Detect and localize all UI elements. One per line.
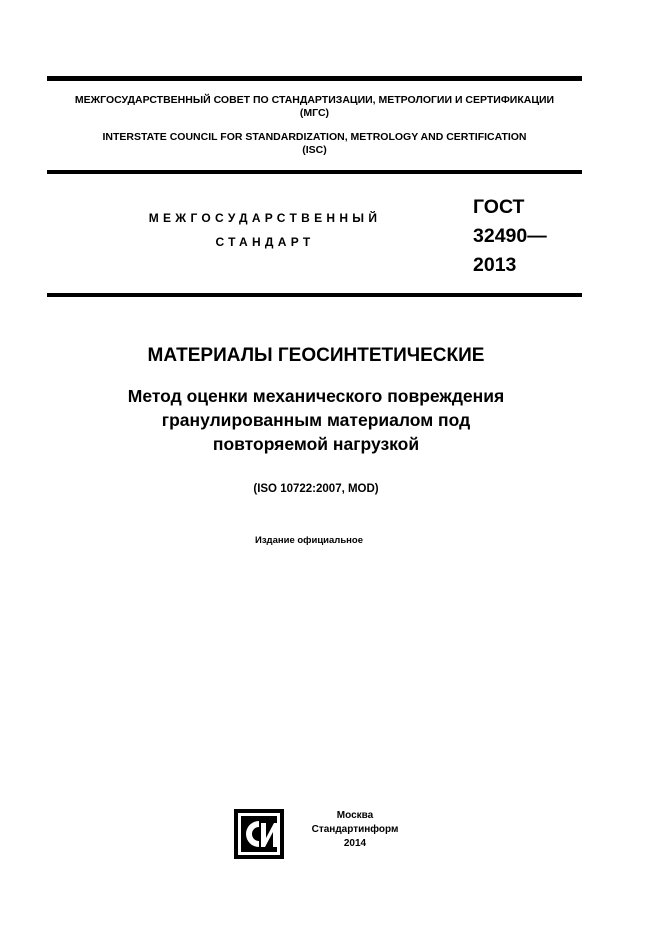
subtitle-line1: Метод оценки механического повреждения: [127, 386, 505, 406]
edition-note: Издание официальное: [255, 535, 363, 546]
subtitle-line3: повторяемой нагрузкой: [212, 434, 420, 454]
gost-number: 32490—: [473, 225, 547, 247]
council-name-en: [47, 131, 582, 157]
standard-type-line1: МЕЖГОСУДАРСТВЕННЫЙ: [148, 211, 382, 225]
gost-designation: [473, 193, 547, 280]
council-name-en-text: INTERSTATE COUNCIL FOR STANDARDIZATION, METROLOGY AND CERTIFICATION: [102, 131, 527, 143]
standard-type-line2: СТАНДАРТ: [215, 235, 315, 249]
council-abbr-ru: (МГС): [299, 107, 330, 119]
standartinform-logo-icon: [233, 808, 285, 860]
publisher-city: Москва: [336, 810, 374, 821]
council-abbr-en: (ISC): [302, 144, 327, 156]
gost-prefix: ГОСТ: [473, 196, 525, 218]
publisher-name: Стандартинформ: [311, 824, 399, 835]
council-name-ru-text: МЕЖГОСУДАРСТВЕННЫЙ СОВЕТ ПО СТАНДАРТИЗАЦИИ, МЕТРОЛОГИИ И СЕРТИФИКАЦИИ: [74, 94, 555, 106]
subtitle-line2: гранулированным материалом под: [161, 410, 471, 430]
document-subtitle: [0, 384, 632, 456]
document-title: МАТЕРИАЛЫ ГЕОСИНТЕТИЧЕСКИЕ: [147, 345, 485, 366]
gost-year: 2013: [473, 254, 517, 276]
top-rule: [47, 76, 582, 81]
middle-rule: [47, 170, 582, 174]
publisher-year: 2014: [343, 838, 367, 849]
council-name-ru: [47, 94, 582, 120]
publisher-block: [300, 809, 410, 851]
iso-reference: (ISO 10722:2007, MOD): [253, 483, 379, 495]
bottom-rule: [47, 293, 582, 297]
